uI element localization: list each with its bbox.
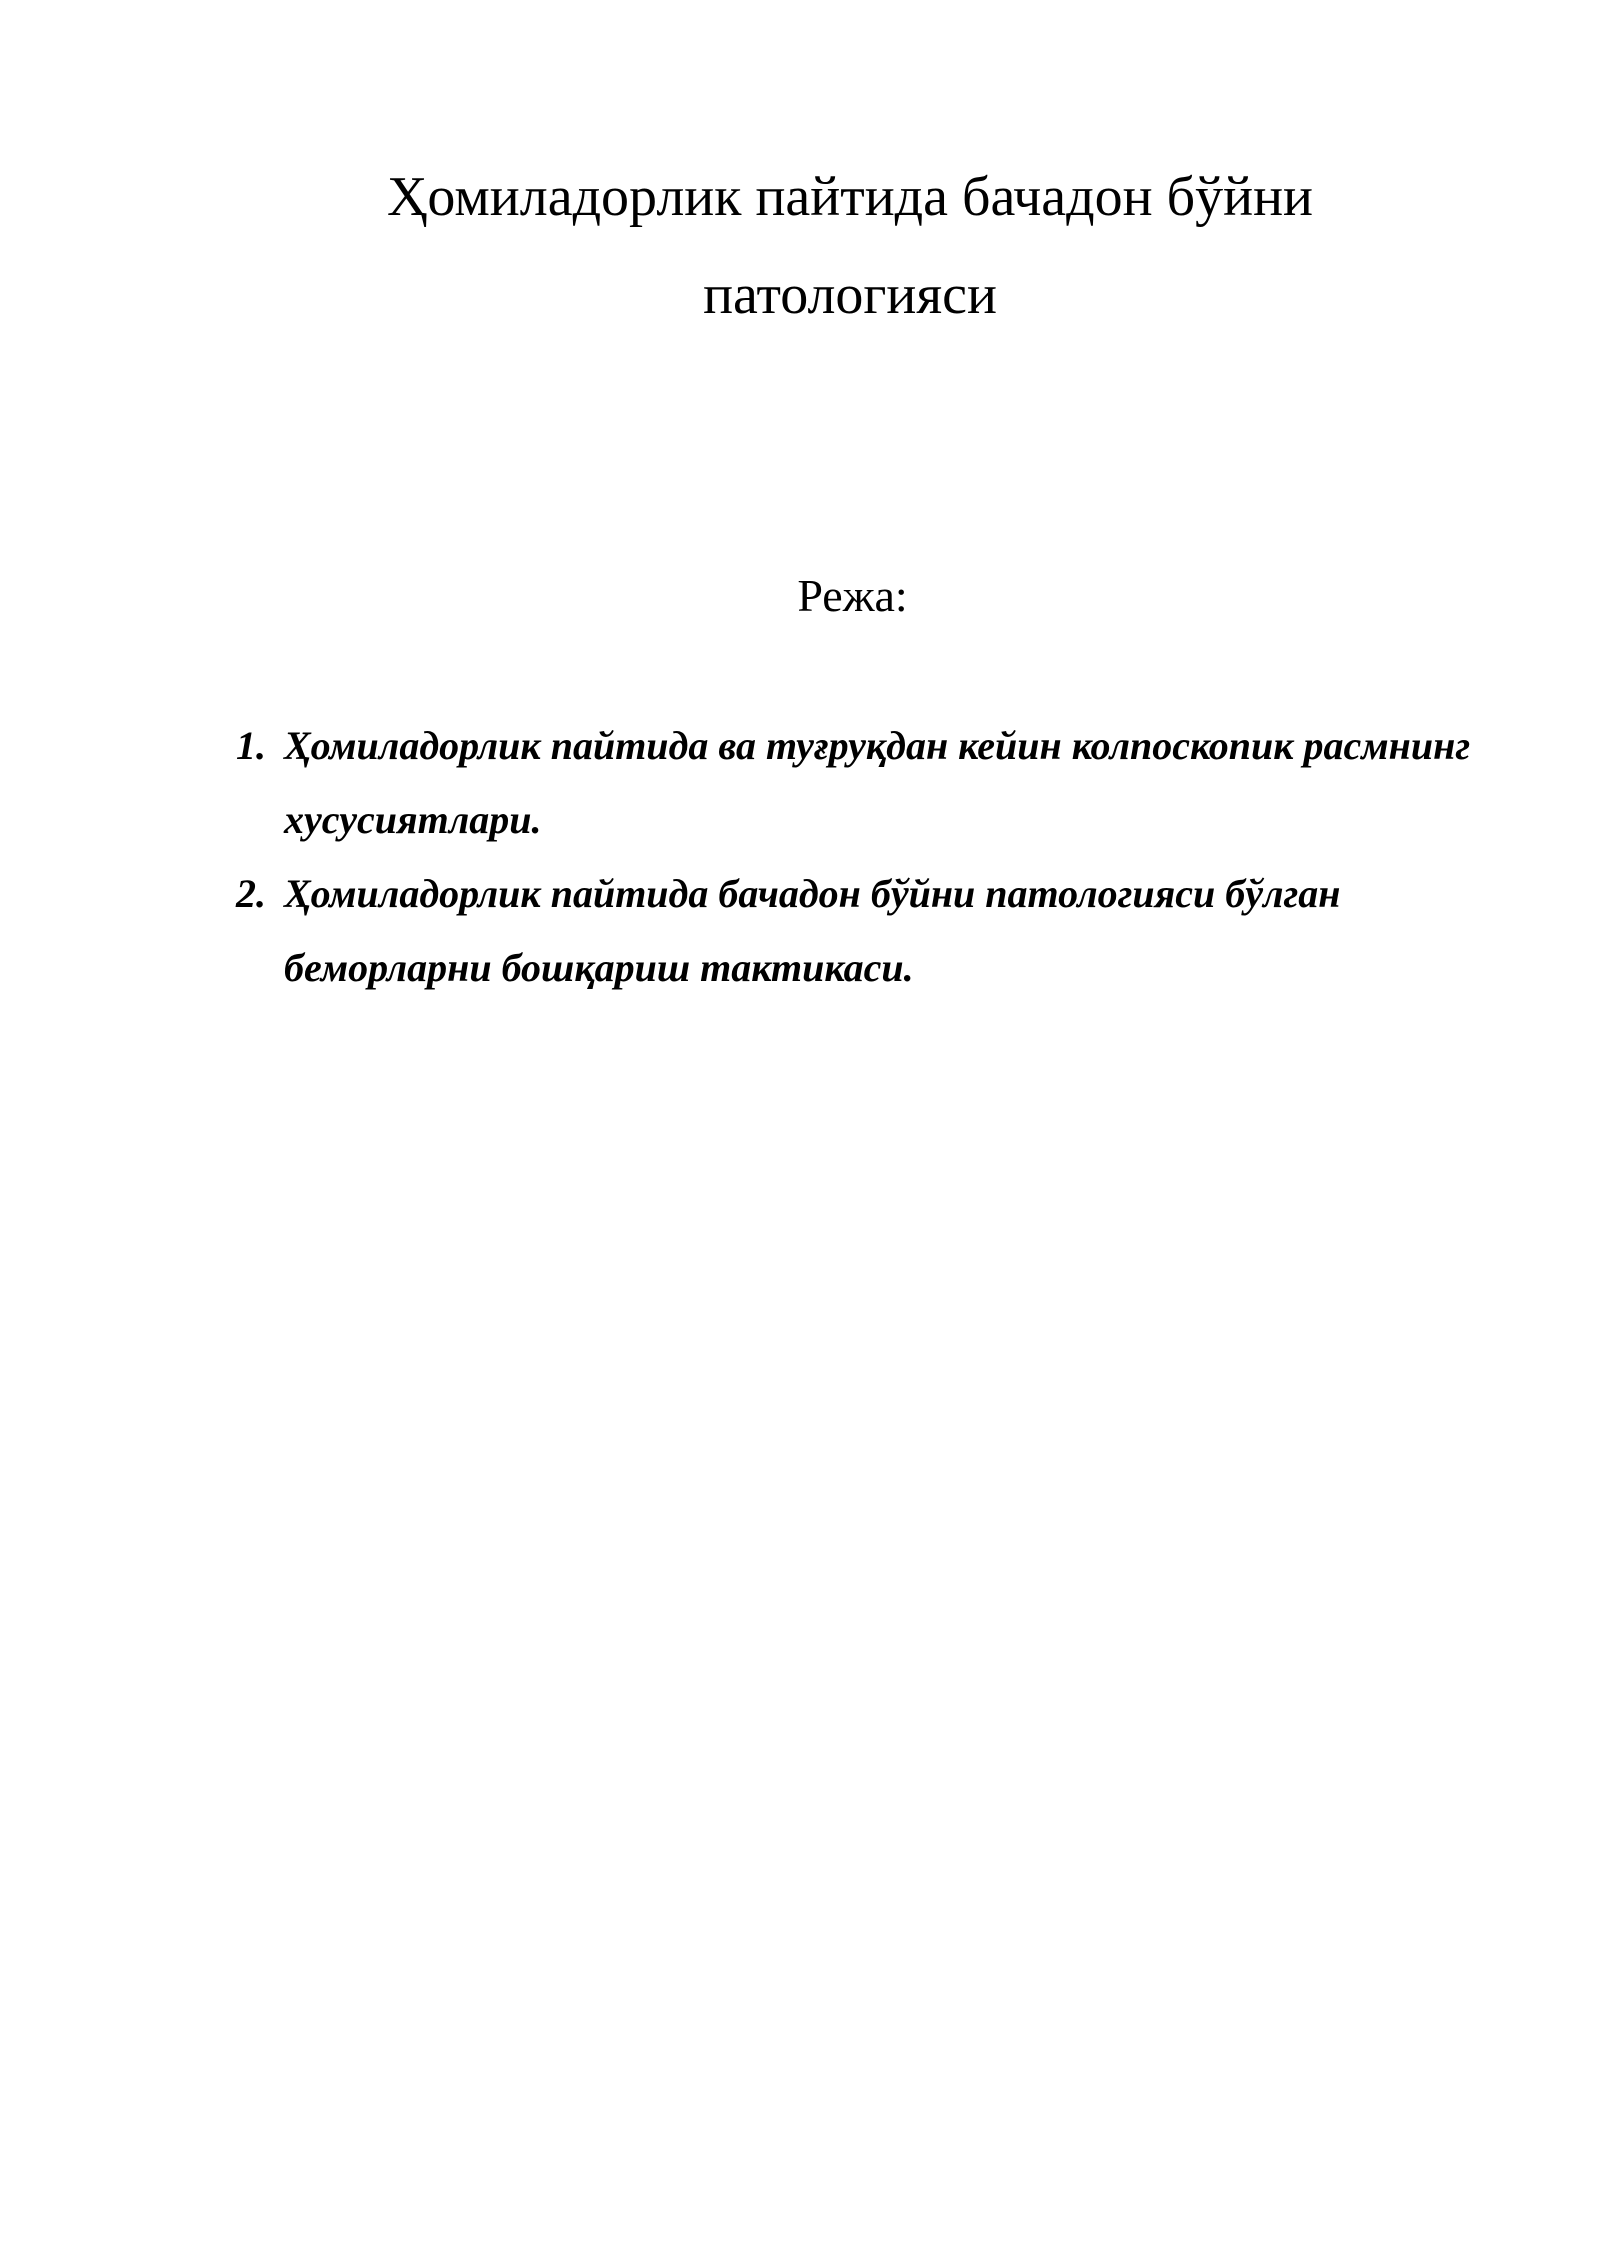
plan-item-number: 1. bbox=[236, 723, 266, 768]
plan-item-text: Ҳомиладорлик пайтида ва туғруқдан кейин колпоскопик расмнинг хусусиятлари. bbox=[284, 723, 1471, 842]
document-title bbox=[300, 148, 1400, 344]
plan-heading: Режа: bbox=[797, 570, 908, 621]
plan-item-text: Ҳомиладорлик пайтида бачадон бўйни патологияси бўлган беморларни бошқариш тактикаси. bbox=[284, 871, 1341, 990]
document-title-line-2: патологияси bbox=[703, 264, 997, 326]
plan-item-number: 2. bbox=[236, 871, 266, 916]
plan-list bbox=[236, 709, 1496, 1005]
plan-item-1 bbox=[236, 709, 1496, 857]
document-title-line-1: Ҳомиладорлик пайтида бачадон бўйни bbox=[386, 166, 1314, 228]
plan-item-2 bbox=[236, 857, 1496, 1005]
